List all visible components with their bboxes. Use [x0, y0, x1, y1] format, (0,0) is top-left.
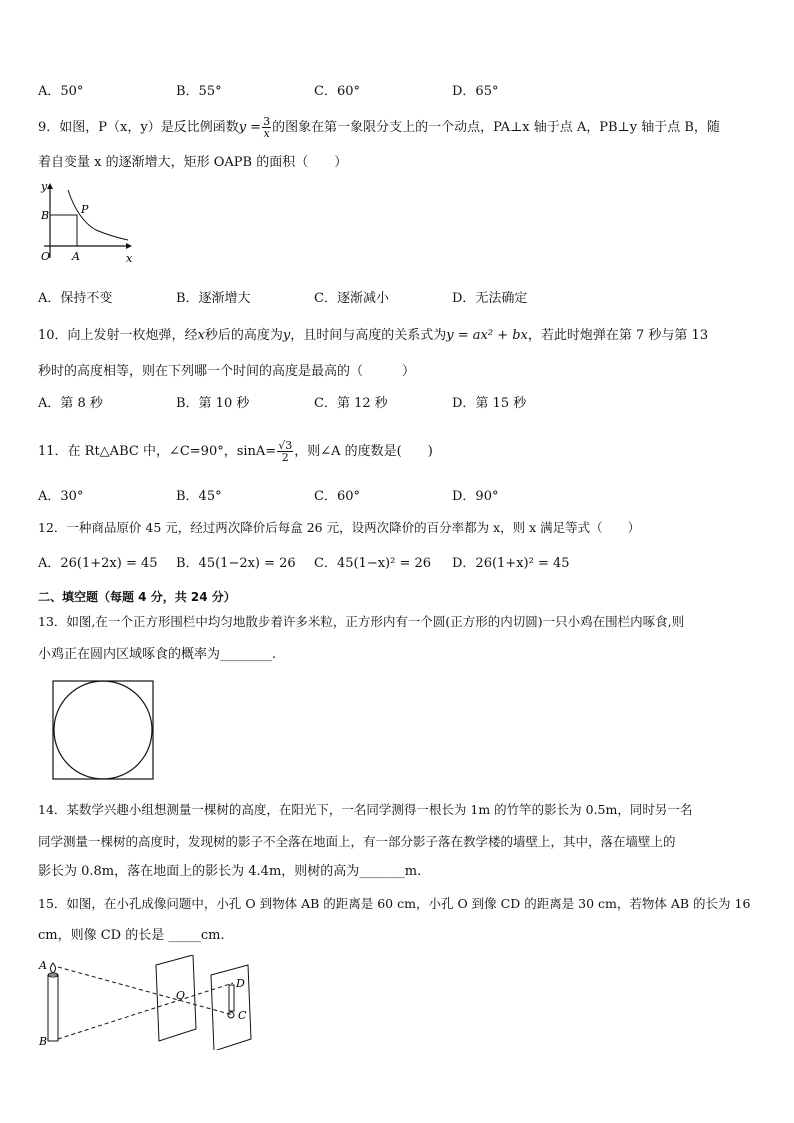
q12-option-b: B．45(1−2x) = 26: [176, 556, 296, 571]
section2-heading: 二、填空题（每题 4 分，共 24 分）: [38, 590, 236, 604]
q10-option-b: B．第 10 秒: [176, 396, 250, 411]
q11-text-pre: 11．在 Rt△ABC 中，∠C=90°，sinA=: [38, 444, 277, 459]
q10-option-c: C．第 12 秒: [314, 396, 388, 411]
q9-option-a: A．保持不变: [38, 291, 113, 306]
q12-option-c: C．45(1−x)² = 26: [314, 556, 432, 571]
q15-line2: cm，则像 CD 的长是 _____cm.: [38, 928, 225, 943]
q13-figure: [52, 680, 154, 780]
q9-option-b: B．逐渐增大: [176, 291, 251, 306]
q13-line2: 小鸡正在圆内区域啄食的概率为________.: [38, 647, 277, 662]
q9-label-o: O: [41, 250, 51, 263]
q9-fraction: [262, 116, 271, 139]
q8-option-d: D．65°: [452, 84, 499, 99]
q9-label-b: B: [41, 209, 50, 222]
q9-frac-num: 3: [263, 115, 271, 128]
q15-inverted-candle: [229, 985, 234, 1011]
q15-line1: 15．如图，在小孔成像问题中，小孔 O 到物体 AB 的距离是 60 cm，小孔 O 到像 CD 的距离是 30 cm，若物体 AB 的长为 16: [38, 896, 751, 911]
q15-label-b: B: [39, 1035, 48, 1048]
q10-option-a: A．第 8 秒: [38, 396, 103, 411]
q11-frac-num: √3: [278, 439, 293, 452]
q11-frac-den: 2: [281, 451, 289, 464]
q11-option-d: D．90°: [452, 489, 499, 504]
q9-line2: 着自变量 x 的逐渐增大，矩形 OAPB 的面积（ ）: [38, 155, 348, 170]
q15-flame: [51, 963, 56, 973]
q12-option-d: D．26(1+x)² = 45: [452, 556, 570, 571]
q8-option-b: B．55°: [176, 84, 222, 99]
q9-x-arrow: [126, 243, 132, 249]
q9-option-d: D．无法确定: [452, 291, 528, 306]
q15-pinhole-figure: [36, 955, 258, 1050]
q9-figure: [34, 178, 140, 268]
q12-line: 12．一种商品原价 45 元，经过两次降价后每盒 26 元，设两次降价的百分率都为 x，则 x 满足等式（ ）: [38, 520, 641, 535]
q10-text-post: ，若此时炮弹在第 7 秒与第 13: [527, 328, 709, 343]
q8-option-c: C．60°: [314, 84, 360, 99]
q10-text-pre: 10．向上发射一枚炮弹，经: [38, 328, 198, 343]
q11-fraction: [277, 440, 293, 463]
q11-line: [38, 440, 433, 463]
q10-formula: y = ax² + bx: [446, 328, 528, 343]
q9-frac-den: x: [263, 127, 270, 140]
q13-line1: 13．如图,在一个正方形围栏中均匀地散步着许多米粒，正方形内有一个圆(正方形的内切圆)一只小鸡在围栏内啄食,则: [38, 614, 685, 629]
q9-text-post: 的图象在第一象限分支上的一个动点，PA⊥x 轴于点 A，PB⊥y 轴于点 B，随: [272, 120, 720, 135]
q9-text-pre: 9．如图，P（x，y）是反比例函数: [38, 120, 239, 135]
q10-text-mid2: ，且时间与高度的关系式为: [290, 328, 447, 343]
q13-inscribed-circle: [54, 681, 152, 779]
q10-var-y: y: [282, 328, 291, 343]
q9-label-x: x: [126, 252, 133, 265]
q15-label-a: A: [39, 959, 47, 972]
q11-option-b: B．45°: [176, 489, 222, 504]
q9-y-arrow: [47, 183, 53, 189]
q15-candle: [48, 975, 58, 1041]
q15-label-o: O: [176, 989, 186, 1002]
q9-func: y =: [238, 120, 262, 135]
q14-line1: 14．某数学兴趣小组想测量一棵树的高度，在阳光下，一名同学测得一根长为 1m 的竹竿的影长为 0.5m，同时另一名: [38, 802, 693, 817]
q9-label-p: P: [81, 203, 89, 216]
q10-var-x: x: [197, 328, 205, 343]
q14-line3: 影长为 0.8m，落在地面上的影长为 4.4m，则树的高为_______m.: [38, 864, 422, 879]
q15-label-c: C: [238, 1009, 247, 1022]
q10-line1: [38, 326, 708, 346]
q9-rectangle-oapb: [50, 215, 77, 246]
q8-option-a: A．50°: [38, 84, 84, 99]
q14-line2: 同学测量一棵树的高度时，发现树的影子不全落在地面上，有一部分影子落在教学楼的墙壁上，其中，落在墙壁上的: [38, 834, 676, 849]
q10-text-mid: 秒后的高度为: [204, 328, 283, 343]
q10-line2: 秒时的高度相等，则在下列哪一个时间的高度是最高的（ ）: [38, 364, 416, 379]
q11-option-a: A．30°: [38, 489, 84, 504]
q11-option-c: C．60°: [314, 489, 360, 504]
q9-label-a: A: [72, 250, 80, 263]
q10-option-d: D．第 15 秒: [452, 396, 527, 411]
q11-text-post: ，则∠A 的度数是( ): [294, 444, 433, 459]
q9-option-c: C．逐渐减小: [314, 291, 389, 306]
q15-label-d: D: [236, 977, 245, 990]
q9-label-y: y: [41, 180, 48, 193]
q9-line1: [38, 116, 720, 139]
q15-ray-b: [58, 983, 233, 1039]
q12-option-a: A．26(1+2x) = 45: [38, 556, 158, 571]
